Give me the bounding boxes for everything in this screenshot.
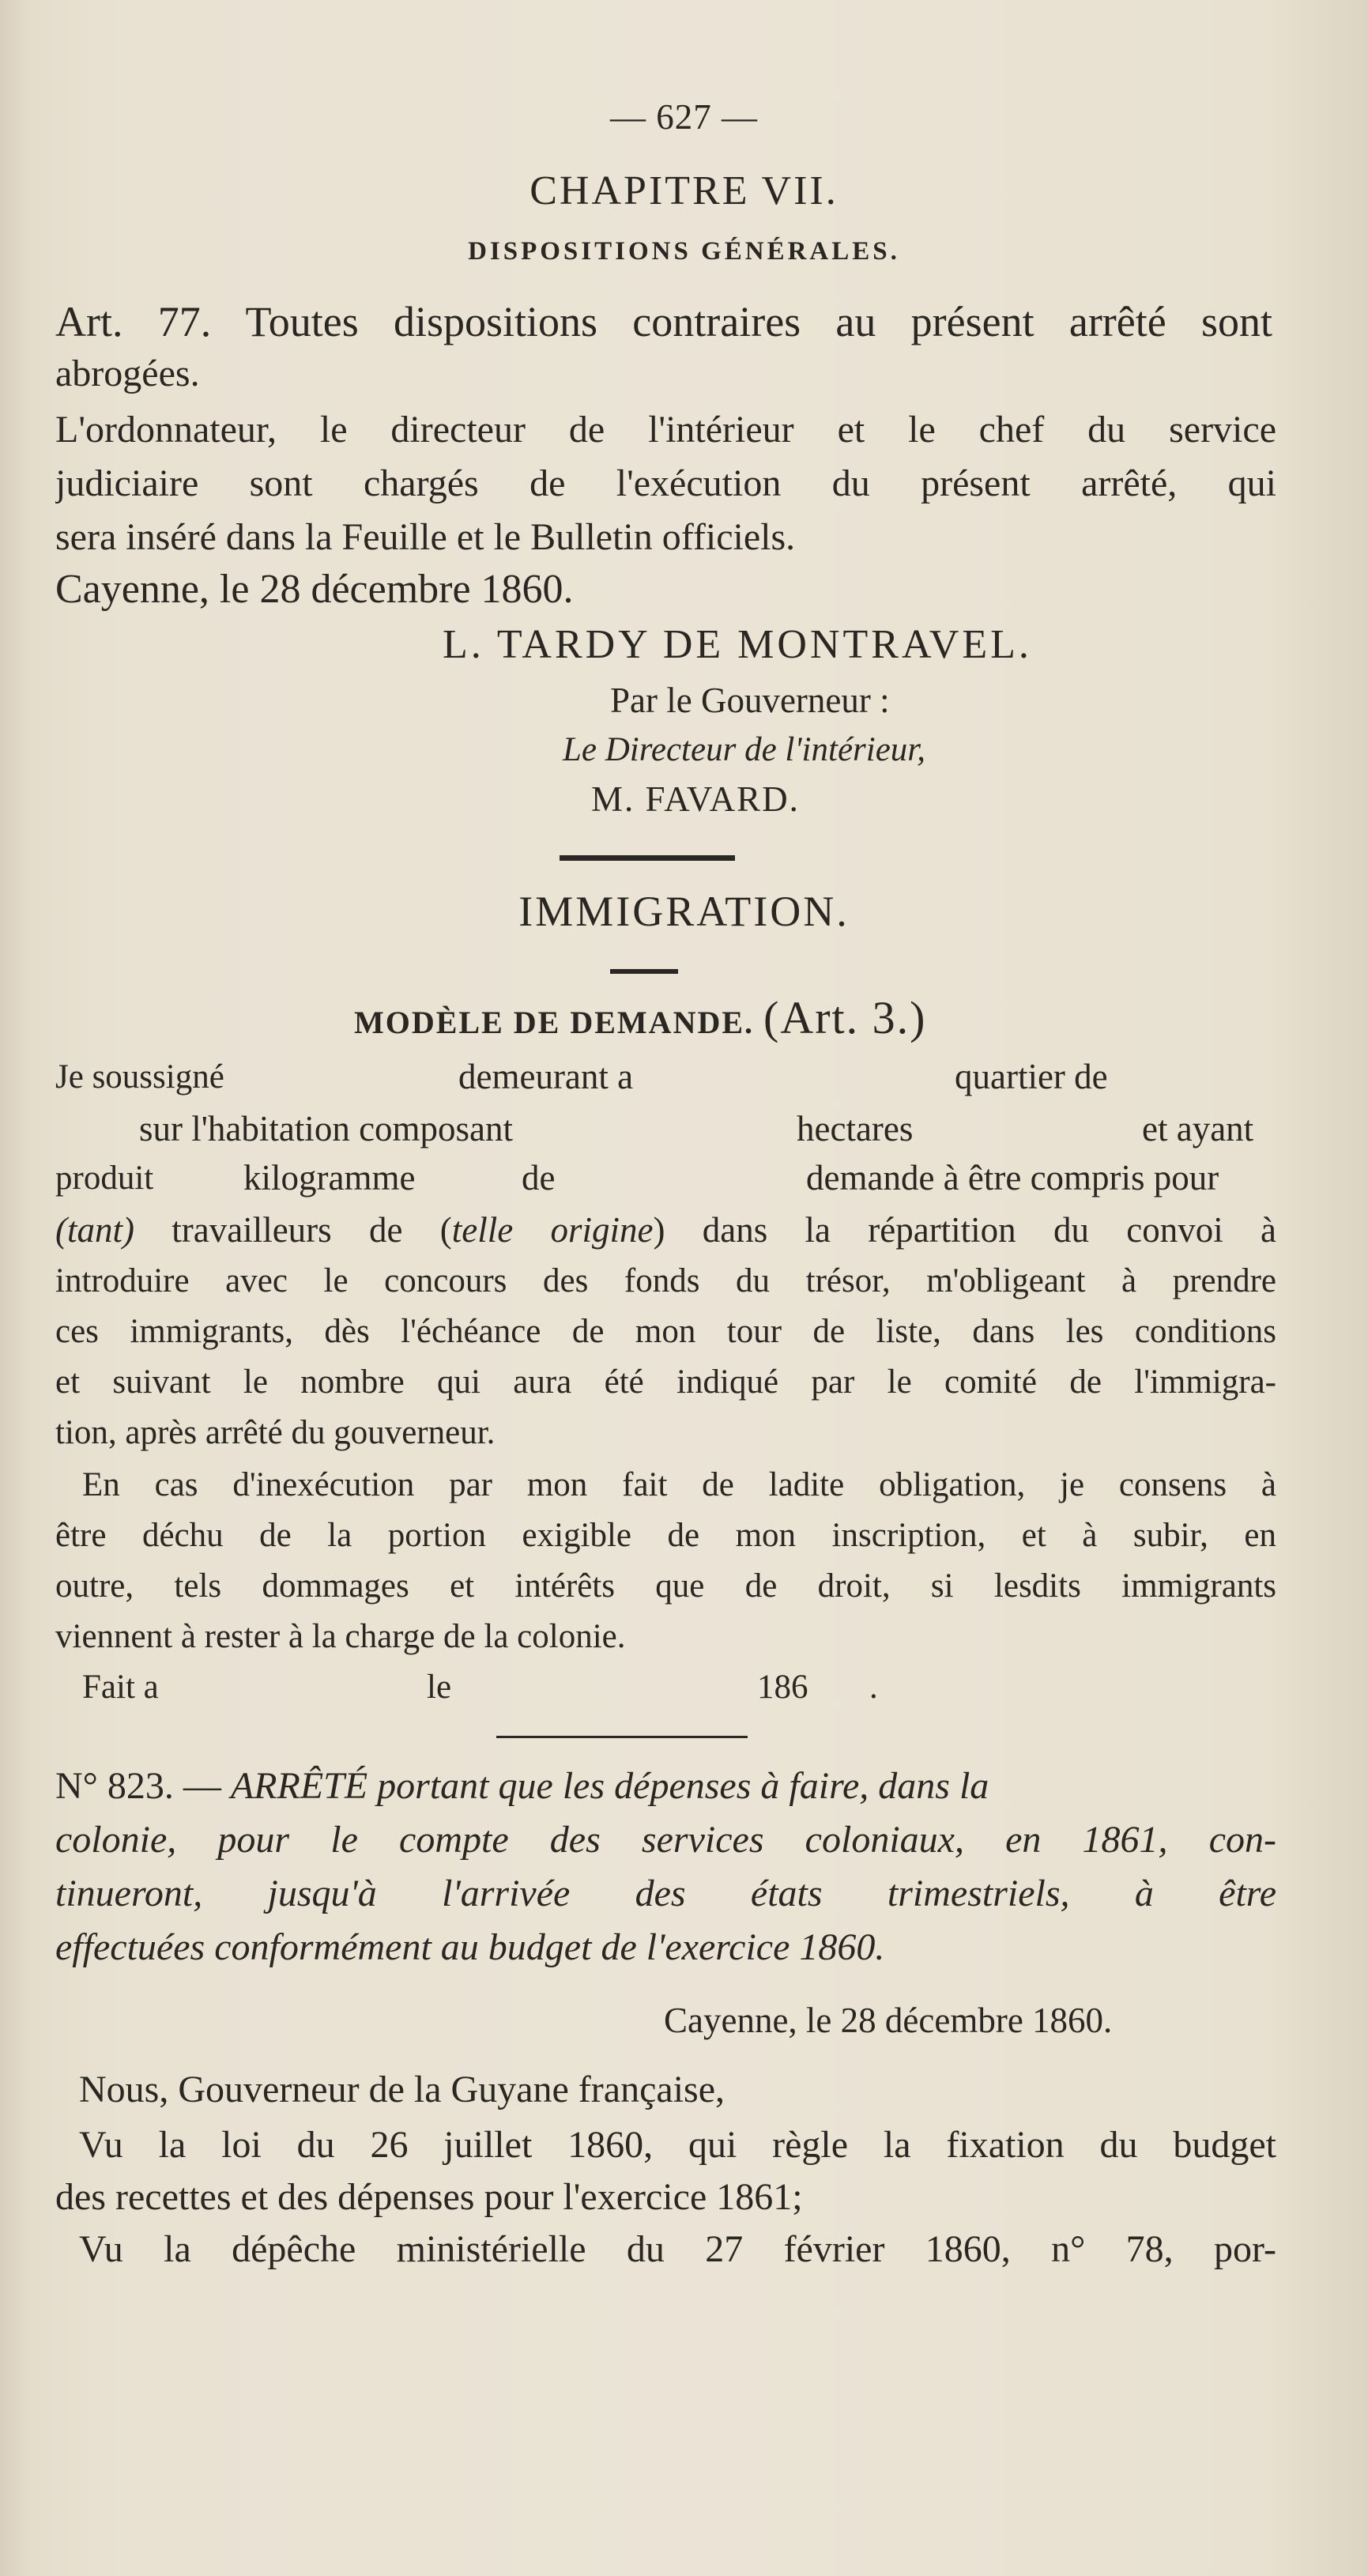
chapter-title: CHAPITRE VII.: [529, 168, 839, 213]
arrete-number: N° 823. —: [55, 1765, 221, 1807]
ordonnateur-line-1: L'ordonnateur, le directeur de l'intérieur et le chef du service: [55, 409, 1276, 451]
form-row3-b: kilogramme: [243, 1158, 416, 1197]
model-label: MODÈLE DE DEMANDE.: [354, 1005, 755, 1040]
form-row4-mid: travailleurs de (: [134, 1210, 452, 1250]
model-ref: (Art. 3.): [763, 992, 927, 1043]
form-divider: [496, 1736, 748, 1738]
form-row3-d: demande à être compris pour: [806, 1158, 1219, 1197]
form-row4-tant: (tant): [55, 1210, 134, 1250]
arrete-date: Cayenne, le 28 décembre 1860.: [664, 2001, 1113, 2040]
arrete-vu-3: Vu la dépêche ministérielle du 27 février 1860, n° 78, por-: [79, 2228, 1276, 2270]
form-row1-a: Je soussigné: [55, 1058, 224, 1096]
arrete-line-3: tinueront, jusqu'à l'arrivée des états trimestriels, à être: [55, 1873, 1276, 1914]
art77-line-2: abrogées.: [55, 353, 200, 394]
ordonnateur-line-3: sera inséré dans la Feuille et le Bulletin officiels.: [55, 516, 796, 558]
form-line-3: et suivant le nombre qui aura été indiqué par le comité de l'immigra-: [55, 1363, 1276, 1401]
date-line: Cayenne, le 28 décembre 1860.: [55, 567, 574, 612]
signature-name: L. TARDY DE MONTRAVEL.: [443, 622, 1032, 667]
form-row4-end: ) dans la répartition du convoi à: [653, 1210, 1276, 1250]
fait-dot: .: [869, 1669, 878, 1706]
form-line-4: tion, après arrêté du gouverneur.: [55, 1414, 496, 1451]
fait-label: Fait a: [82, 1669, 159, 1706]
fait-year: 186: [757, 1669, 808, 1706]
arrete-line-1: [55, 1764, 1276, 1808]
page-number: — 627 —: [610, 97, 758, 137]
form-para2-line-2: être déchu de la portion exigible de mon inscription, et à subir, en: [55, 1517, 1276, 1554]
ordonnateur-line-2: judiciaire sont chargés de l'exécution du présent arrêté, qui: [55, 462, 1276, 504]
form-para2-line-4: viennent à rester à la charge de la colonie.: [55, 1618, 626, 1655]
signature-role: Le Directeur de l'intérieur,: [563, 731, 926, 768]
fait-le: le: [427, 1669, 452, 1706]
form-row4: [55, 1209, 1276, 1250]
arrete-title-1: ARRÊTÉ portant que les dépenses à faire, dans la: [230, 1765, 989, 1807]
form-line-2: ces immigrants, dès l'échéance de mon tour de liste, dans les conditions: [55, 1313, 1276, 1350]
section-divider: [560, 855, 735, 861]
arrete-vu-1: Vu la loi du 26 juillet 1860, qui règle la fixation du budget: [79, 2124, 1276, 2166]
title-underline: [610, 969, 678, 974]
immigration-title-text: IMMIGRATION.: [518, 888, 850, 935]
model-heading: [354, 991, 926, 1044]
form-row2-a: sur l'habitation composant: [139, 1109, 514, 1148]
signature-signer: M. FAVARD.: [591, 779, 800, 819]
form-para2-line-1: En cas d'inexécution par mon fait de ladite obligation, je consens à: [82, 1466, 1276, 1503]
form-row4-origin: telle origine: [451, 1210, 654, 1250]
form-row3-c: de: [522, 1158, 556, 1197]
signature-by: Par le Gouverneur :: [610, 681, 890, 720]
form-row1-b: demeurant a: [458, 1057, 634, 1096]
immigration-title: [0, 887, 1368, 936]
form-row3-a: produit: [55, 1160, 154, 1197]
section-title: DISPOSITIONS GÉNÉRALES.: [468, 237, 900, 266]
form-row2-c: et ayant: [1142, 1109, 1254, 1148]
arrete-line-2: colonie, pour le compte des services coloniaux, en 1861, con-: [55, 1819, 1276, 1861]
arrete-line-4: effectuées conformément au budget de l'exercice 1860.: [55, 1926, 885, 1968]
form-line-1: introduire avec le concours des fonds du trésor, m'obligeant à prendre: [55, 1262, 1276, 1299]
art77-line-1: Art. 77. Toutes dispositions contraires au présent arrêté sont: [55, 298, 1272, 345]
form-row1-c: quartier de: [955, 1057, 1108, 1096]
arrete-nous: Nous, Gouverneur de la Guyane française,: [79, 2069, 725, 2110]
form-para2-line-3: outre, tels dommages et intérêts que de droit, si lesdits immigrants: [55, 1567, 1276, 1605]
form-row2-b: hectares: [797, 1109, 914, 1148]
arrete-vu-2: des recettes et des dépenses pour l'exercice 1861;: [55, 2176, 803, 2218]
